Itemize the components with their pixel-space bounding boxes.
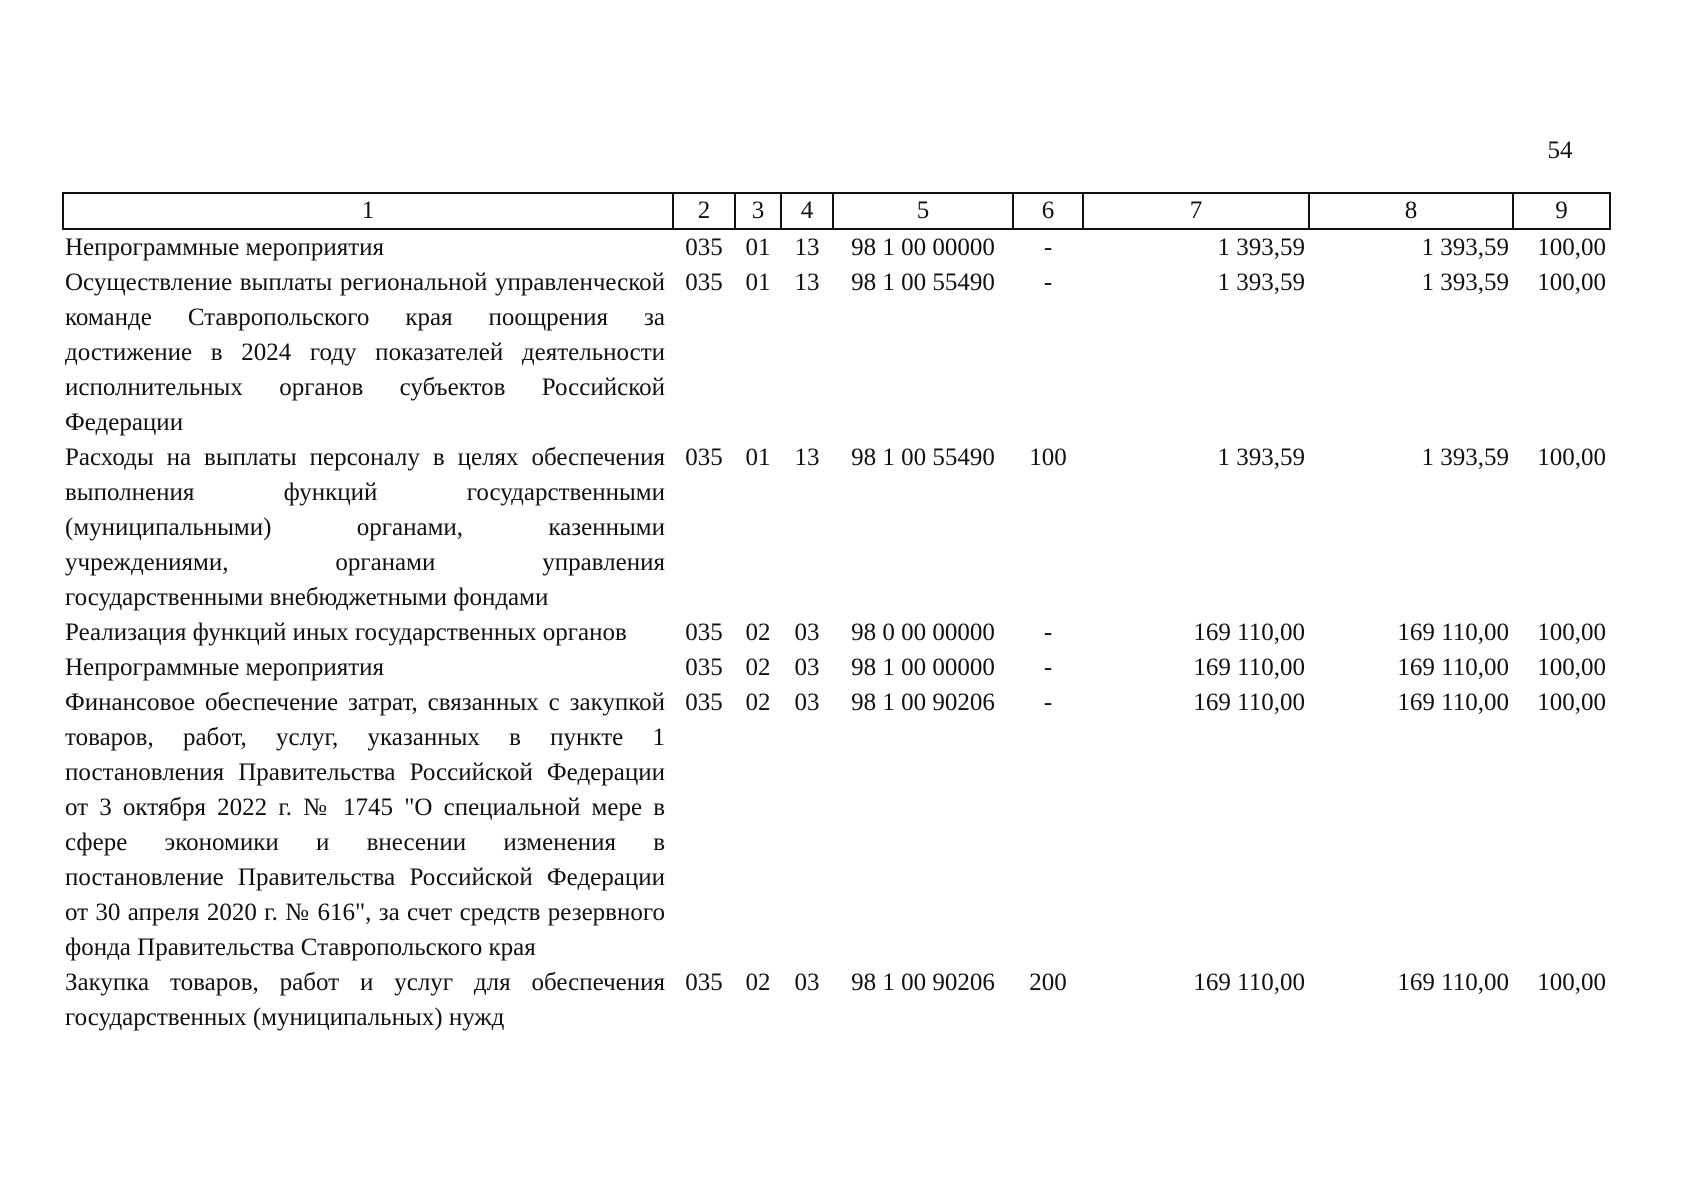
expense-type-code: - <box>1043 689 1053 716</box>
column-header: 8 <box>1309 193 1513 229</box>
target-code: 98 1 00 55490 <box>851 269 995 296</box>
section-code: 01 <box>745 234 771 261</box>
ministry-code: 035 <box>685 619 723 646</box>
expense-type-code: - <box>1043 619 1053 646</box>
row-name: Осуществление выплаты региональной управленческой команде Ставропольского края поощрения за достижение в 2024 году показателей деятельности исполнительных органов субъектов Российской Федерации <box>65 269 665 436</box>
executed-amount: 1 393,59 <box>1421 444 1509 471</box>
row-name: Реализация функций иных государственных органов <box>65 619 627 646</box>
executed-amount: 1 393,59 <box>1421 234 1509 261</box>
table-row <box>63 685 1610 965</box>
target-code: 98 1 00 00000 <box>851 654 995 681</box>
expense-type-code: 100 <box>1029 444 1067 471</box>
expense-type-code: - <box>1043 234 1053 261</box>
table-row <box>63 229 1610 265</box>
expense-type-code: 200 <box>1029 969 1067 996</box>
table-row <box>63 265 1610 440</box>
column-header: 2 <box>673 193 735 229</box>
target-code: 98 1 00 55490 <box>851 444 995 471</box>
target-code: 98 1 00 90206 <box>851 969 995 996</box>
section-code: 01 <box>745 269 771 296</box>
column-header: 3 <box>735 193 781 229</box>
planned-amount: 1 393,59 <box>1217 269 1305 296</box>
subsection-code: 03 <box>794 689 820 716</box>
column-header: 4 <box>781 193 833 229</box>
table-row <box>63 965 1610 1035</box>
expense-type-code: - <box>1043 654 1053 681</box>
planned-amount: 1 393,59 <box>1217 234 1305 261</box>
column-header: 9 <box>1513 193 1610 229</box>
expense-type-code: - <box>1043 269 1053 296</box>
row-name: Непрограммные мероприятия <box>65 234 385 261</box>
executed-amount: 169 110,00 <box>1397 969 1509 996</box>
target-code: 98 1 00 90206 <box>851 689 995 716</box>
ministry-code: 035 <box>685 234 723 261</box>
execution-percent: 100,00 <box>1537 269 1606 296</box>
table-row <box>63 440 1610 615</box>
section-code: 02 <box>745 969 771 996</box>
executed-amount: 1 393,59 <box>1421 269 1509 296</box>
execution-percent: 100,00 <box>1537 234 1606 261</box>
execution-percent: 100,00 <box>1537 689 1606 716</box>
planned-amount: 169 110,00 <box>1193 619 1305 646</box>
row-name: Финансовое обеспечение затрат, связанных с закупкой товаров, работ, услуг, указанных в пункте 1 постановления Правительства Российской Федерации от 3 октября 2022 г. № 1745 "О специальной мере в сфере экономики и внесении изменения в постановление Правительства Российской Федерации от 30 апреля 2020 г. № 616", за счет средств резервного фонда Правительства Ставропольского края <box>65 689 665 961</box>
column-header: 5 <box>833 193 1013 229</box>
executed-amount: 169 110,00 <box>1397 619 1509 646</box>
section-code: 02 <box>745 654 771 681</box>
column-header: 7 <box>1083 193 1309 229</box>
ministry-code: 035 <box>685 444 723 471</box>
ministry-code: 035 <box>685 689 723 716</box>
execution-percent: 100,00 <box>1537 444 1606 471</box>
subsection-code: 13 <box>794 269 820 296</box>
ministry-code: 035 <box>685 654 723 681</box>
budget-table <box>62 192 1611 1035</box>
subsection-code: 03 <box>794 969 820 996</box>
planned-amount: 1 393,59 <box>1217 444 1305 471</box>
executed-amount: 169 110,00 <box>1397 654 1509 681</box>
section-code: 02 <box>745 619 771 646</box>
execution-percent: 100,00 <box>1537 654 1606 681</box>
planned-amount: 169 110,00 <box>1193 969 1305 996</box>
header-row <box>63 193 1610 229</box>
column-header: 6 <box>1013 193 1083 229</box>
section-code: 02 <box>745 689 771 716</box>
execution-percent: 100,00 <box>1537 619 1606 646</box>
row-name: Закупка товаров, работ и услуг для обеспечения государственных (муниципальных) нужд <box>65 969 665 1031</box>
subsection-code: 13 <box>794 234 820 261</box>
executed-amount: 169 110,00 <box>1397 689 1509 716</box>
subsection-code: 13 <box>794 444 820 471</box>
ministry-code: 035 <box>685 969 723 996</box>
subsection-code: 03 <box>794 654 820 681</box>
execution-percent: 100,00 <box>1537 969 1606 996</box>
section-code: 01 <box>745 444 771 471</box>
column-header: 1 <box>63 193 673 229</box>
table-row <box>63 615 1610 650</box>
page-number: 54 <box>1547 137 1573 164</box>
row-name: Расходы на выплаты персоналу в целях обеспечения выполнения функций государственными (муниципальными) органами, казенными учреждениями, органами управления государственными внебюджетными фондами <box>65 444 665 611</box>
row-name: Непрограммные мероприятия <box>65 654 385 681</box>
table-row <box>63 650 1610 685</box>
ministry-code: 035 <box>685 269 723 296</box>
planned-amount: 169 110,00 <box>1193 654 1305 681</box>
subsection-code: 03 <box>794 619 820 646</box>
planned-amount: 169 110,00 <box>1193 689 1305 716</box>
target-code: 98 1 00 00000 <box>851 234 995 261</box>
target-code: 98 0 00 00000 <box>851 619 995 646</box>
